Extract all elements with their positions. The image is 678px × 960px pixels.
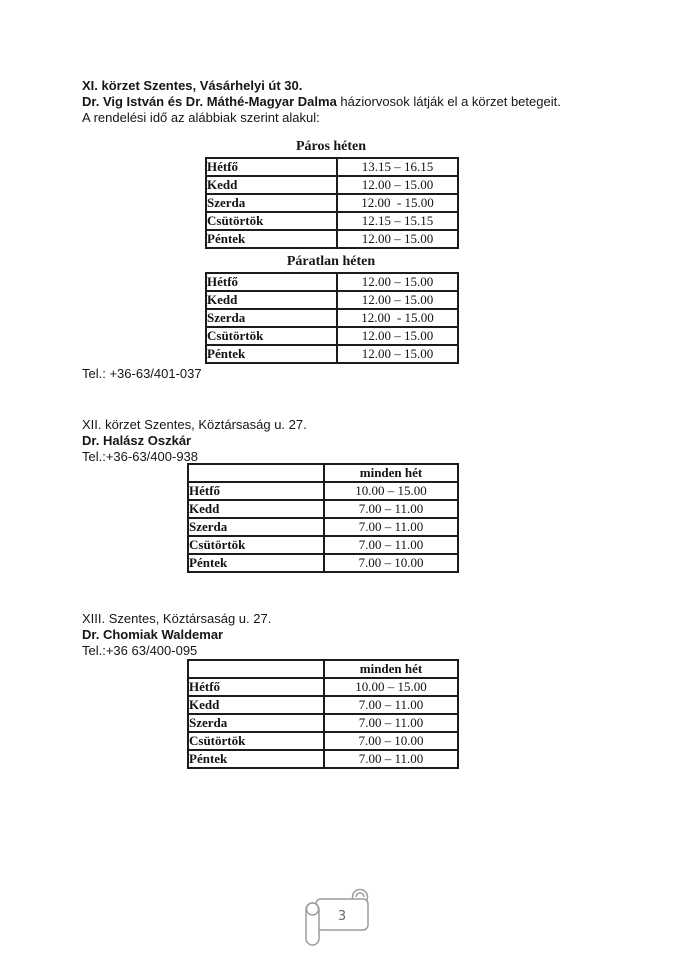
table-row — [188, 518, 458, 536]
day-cell: Hétfő — [188, 482, 324, 500]
table-row — [188, 750, 458, 768]
day-cell: Péntek — [206, 345, 337, 363]
header-cell: minden hét — [324, 660, 458, 678]
day-cell: Kedd — [206, 291, 337, 309]
day-cell: Hétfő — [206, 158, 337, 176]
time-cell: 12.00 – 15.00 — [337, 176, 458, 194]
table-row — [206, 309, 458, 327]
time-cell: 7.00 – 11.00 — [324, 518, 458, 536]
table-paratlan-title: Páratlan héten — [286, 254, 376, 269]
time-cell: 10.00 – 15.00 — [324, 678, 458, 696]
section-xii-heading: XII. körzet Szentes, Köztársaság u. 27. — [82, 417, 307, 432]
tel-xiii: Tel.:+36 63/400-095 — [82, 643, 198, 658]
header-cell: minden hét — [324, 464, 458, 482]
section-xiii-doctor: Dr. Chomiak Waldemar — [82, 627, 224, 642]
day-cell: Péntek — [188, 750, 324, 768]
table-row — [206, 176, 458, 194]
table-row — [188, 696, 458, 714]
time-cell: 12.00 – 15.00 — [337, 327, 458, 345]
day-cell: Kedd — [206, 176, 337, 194]
tel-xii: Tel.:+36-63/400-938 — [82, 449, 199, 464]
time-cell: 7.00 – 10.00 — [324, 554, 458, 572]
table-row — [188, 732, 458, 750]
table-paratlan-heten — [205, 272, 459, 364]
table-row — [206, 327, 458, 345]
table-row — [188, 500, 458, 518]
time-cell: 7.00 – 11.00 — [324, 696, 458, 714]
table-row — [206, 273, 458, 291]
day-cell: Csütörtök — [206, 212, 337, 230]
time-cell: 12.00 – 15.00 — [337, 291, 458, 309]
time-cell: 12.00 - 15.00 — [337, 194, 458, 212]
section-xi-doctors-line — [82, 94, 561, 110]
table-row — [206, 230, 458, 248]
day-cell: Csütörtök — [188, 536, 324, 554]
time-cell: 12.00 – 15.00 — [337, 345, 458, 363]
day-cell: Kedd — [188, 696, 324, 714]
table-row — [188, 482, 458, 500]
section-xii-doctor: Dr. Halász Oszkár — [82, 433, 192, 448]
table-paros-heten — [205, 157, 459, 249]
table-row — [188, 714, 458, 732]
day-cell: Szerda — [206, 194, 337, 212]
time-cell: 7.00 – 11.00 — [324, 750, 458, 768]
empty-header-cell — [188, 660, 324, 678]
time-cell: 12.15 – 15.15 — [337, 212, 458, 230]
table-row — [206, 194, 458, 212]
day-cell: Szerda — [206, 309, 337, 327]
page-number: 3 — [337, 909, 347, 924]
section-xiii-heading: XIII. Szentes, Köztársaság u. 27. — [82, 611, 272, 626]
table-row — [188, 554, 458, 572]
table-header-row — [188, 660, 458, 678]
day-cell: Péntek — [188, 554, 324, 572]
section-xi — [82, 78, 561, 126]
time-cell: 7.00 – 11.00 — [324, 714, 458, 732]
day-cell: Csütörtök — [206, 327, 337, 345]
page-number-scroll-icon — [300, 887, 372, 949]
table-row — [206, 345, 458, 363]
time-cell: 10.00 – 15.00 — [324, 482, 458, 500]
time-cell: 7.00 – 10.00 — [324, 732, 458, 750]
table-header-row — [188, 464, 458, 482]
section-xi-intro: A rendelési idő az alábbiak szerint alakul: — [82, 110, 320, 125]
doctor-names-suffix: háziorvosok látják el a körzet betegeit. — [336, 94, 561, 109]
section-xi-heading: XI. körzet Szentes, Vásárhelyi út 30. — [82, 78, 303, 93]
day-cell: Hétfő — [206, 273, 337, 291]
table-row — [206, 158, 458, 176]
time-cell: 12.00 – 15.00 — [337, 230, 458, 248]
table-minden-het-xii — [187, 463, 459, 573]
section-xii — [82, 417, 307, 465]
table-row — [206, 212, 458, 230]
time-cell: 13.15 – 16.15 — [337, 158, 458, 176]
tel-xi: Tel.: +36-63/401-037 — [82, 366, 202, 381]
table-row — [188, 536, 458, 554]
section-xiii — [82, 611, 271, 659]
table-minden-het-xiii — [187, 659, 459, 769]
doctor-names: Dr. Vig István és Dr. Máthé-Magyar Dalma — [82, 94, 337, 109]
empty-header-cell — [188, 464, 324, 482]
day-cell: Kedd — [188, 500, 324, 518]
time-cell: 7.00 – 11.00 — [324, 536, 458, 554]
day-cell: Hétfő — [188, 678, 324, 696]
time-cell: 12.00 - 15.00 — [337, 309, 458, 327]
day-cell: Péntek — [206, 230, 337, 248]
table-row — [206, 291, 458, 309]
time-cell: 12.00 – 15.00 — [337, 273, 458, 291]
day-cell: Szerda — [188, 714, 324, 732]
day-cell: Csütörtök — [188, 732, 324, 750]
table-row — [188, 678, 458, 696]
day-cell: Szerda — [188, 518, 324, 536]
table-paros-title: Páros héten — [295, 139, 367, 154]
time-cell: 7.00 – 11.00 — [324, 500, 458, 518]
